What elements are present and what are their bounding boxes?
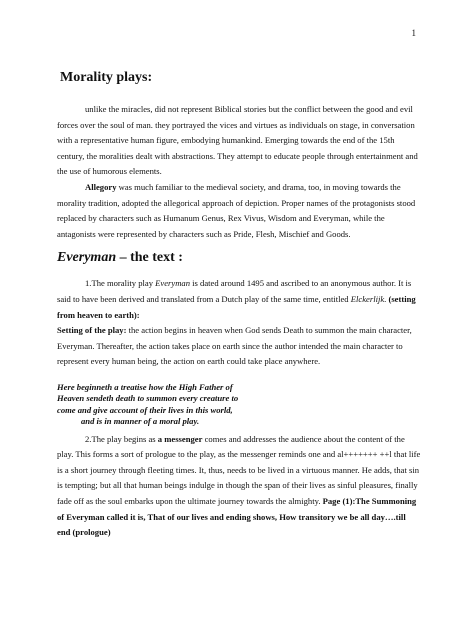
dating-text-a: 1.The morality play: [85, 278, 156, 289]
paragraph-allegory: [57, 180, 421, 242]
dating-text-b: is dated around 1495 and ascribed to an anonymous author. It is said to have been derived and translated from a Dutch play of the same time, entitled: [57, 278, 412, 304]
heading-morality-plays: Morality plays:: [60, 70, 153, 85]
quote-line: Heaven sendeth death to summon every creature to: [57, 393, 239, 404]
messenger-text-a: 2.The play begins as: [85, 433, 158, 444]
allegory-term: Allegory: [85, 181, 117, 192]
paragraph-morality-intro-text: unlike the miracles, did not represent Biblical stories but the conflict between the good and evil forces over the soul of man. they portrayed the vices and virtues as individuals on stage, in conversation with a representative human figure, embodying humankind. Emerging towards the end of the 15th century, the moralities dealt with abstractions. They attempt to educate people through entertainment and the use of humorous elements.: [57, 104, 418, 177]
paragraph-morality-intro: [57, 102, 421, 180]
messenger-page-ref: Page (1):The Summoning of Everyman called it is, That of our lives and ending shows, How transitory we be all day….till end (prologue): [57, 495, 417, 538]
dating-elckerlijk-italic: Elckerlijk: [350, 293, 385, 304]
paragraph-dating: [57, 276, 421, 323]
quote-block: [57, 382, 421, 428]
quote-line: come and give account of their lives in this world,: [57, 404, 233, 415]
paragraph-setting: [57, 323, 421, 370]
heading-everyman-rest: – the text :: [116, 250, 183, 266]
heading-everyman-title: Everyman: [57, 250, 117, 266]
allegory-text: was much familiar to the medieval society, and drama, too, in moving towards the morality tradition, adopted the allegorical approach of depiction. Proper names of the protagonists stood replaced by characters such as Humanum Genus, Rex Vivus, Wisdom and Everyman, while the antagonists were represented by characters such as Pride, Flesh, Mischief and Goods.: [57, 181, 416, 239]
page-number: 1: [411, 28, 416, 38]
quote-line: and is in manner of a moral play.: [81, 416, 200, 427]
dating-text-c: .: [384, 293, 389, 304]
document-body: [57, 70, 421, 541]
messenger-bold: a messenger: [157, 433, 203, 444]
quote-line: Here beginneth a treatise how the High Father of: [57, 381, 233, 392]
dating-setting-bold: (setting from heaven to earth):: [57, 293, 416, 320]
setting-text: the action begins in heaven when God sends Death to summon the main character, Everyman. Thereafter, the action takes place on earth since the author intended the main character to represent every human being, the action on earth could take place anywhere.: [57, 325, 412, 367]
messenger-text-b: comes and addresses the audience about the content of the play. This forms a sort of prologue to the play, as the messenger reminds one and al+++++++ ++l that life is a short journey through fleeting times. It, thus, needs to be lived in a virtuous manner. He adds, that sin is tempting; but all that human beings indulge in though the span of their lives as sinful pleasures, finally fade off as the soul embarks upon the ultimate journey towards the almighty.: [57, 433, 421, 506]
paragraph-messenger: [57, 432, 421, 541]
setting-label: Setting of the play:: [57, 325, 127, 336]
dating-everyman-italic: Everyman: [155, 278, 191, 289]
heading-everyman-text: [57, 250, 421, 266]
